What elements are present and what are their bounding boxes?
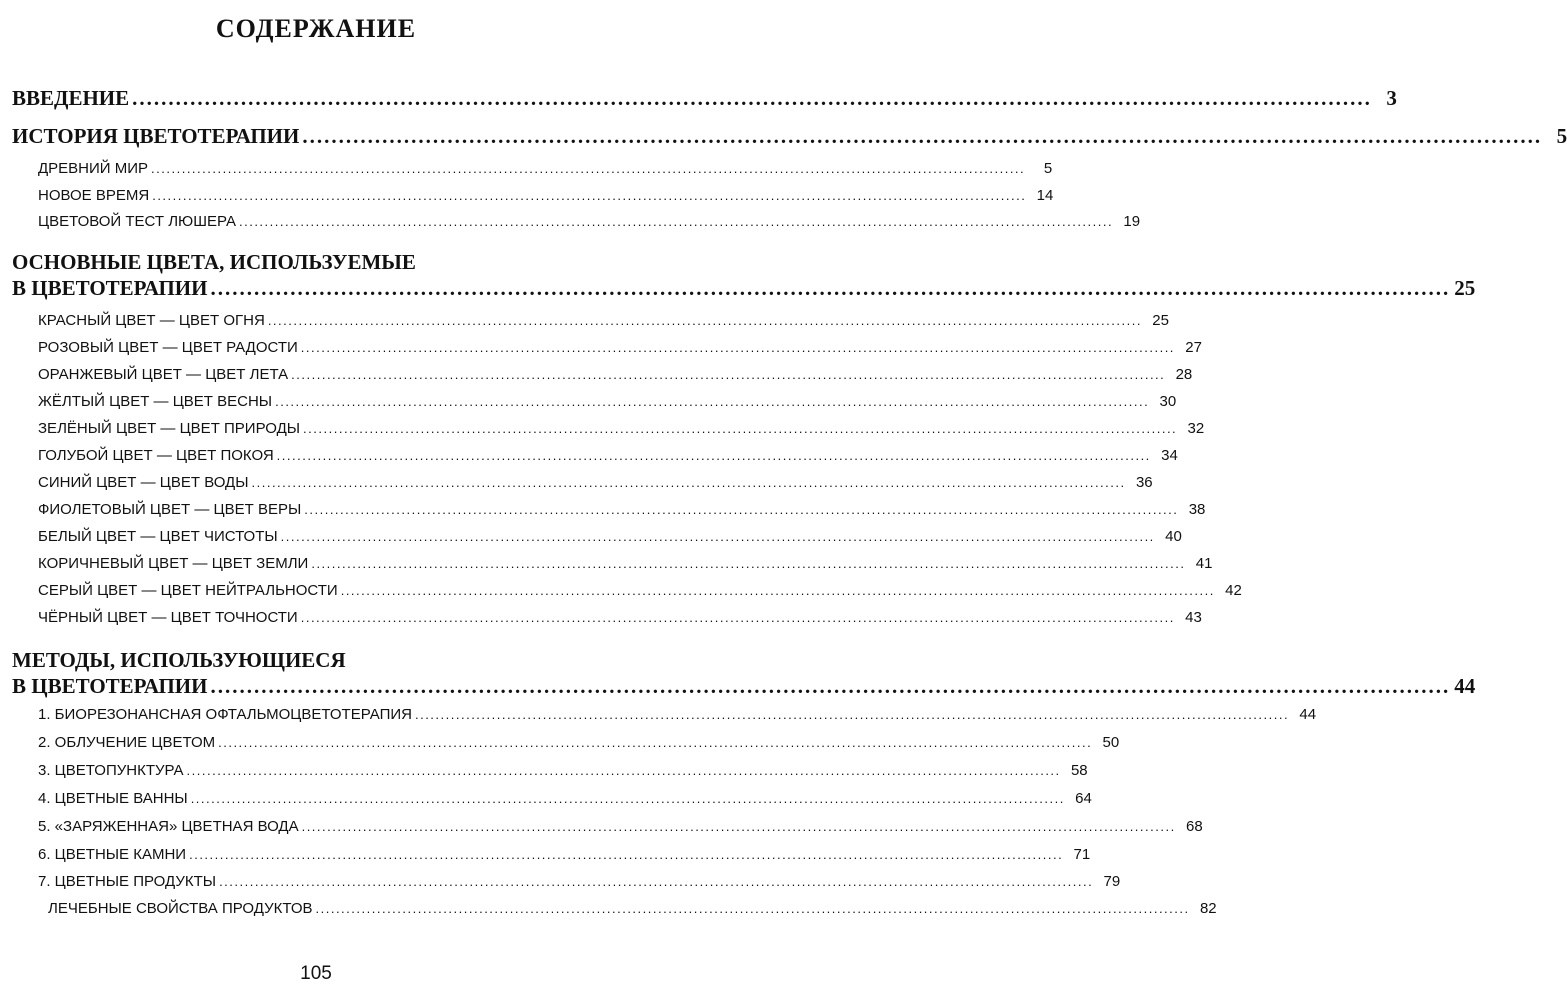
page-title: СОДЕРЖАНИЕ <box>215 14 417 43</box>
toc-subentry[interactable] <box>38 366 1193 383</box>
toc-entry-page: 43 <box>1185 609 1202 626</box>
toc-entry-label: 2. ОБЛУЧЕНИЕ ЦВЕТОМ <box>38 734 216 751</box>
toc-subentry[interactable] <box>48 900 1217 917</box>
dot-leader: ........................................................................................................................................................................... <box>303 421 1178 436</box>
toc-entry-history[interactable] <box>12 124 1567 149</box>
toc-subentry[interactable] <box>38 555 1213 572</box>
toc-entry-page: 58 <box>1070 762 1088 779</box>
dot-leader: ........................................................................................................................................................................... <box>280 529 1155 544</box>
toc-entry-page: 5 <box>1556 124 1567 148</box>
toc-subentry[interactable] <box>38 609 1202 626</box>
toc-subentry[interactable] <box>38 213 1141 230</box>
toc-subentry[interactable] <box>38 447 1178 464</box>
dot-leader: ........................................................................................................................................................................... <box>251 475 1126 490</box>
toc-entry-label: В ЦВЕТОТЕРАПИИ <box>12 276 208 300</box>
toc-subentry[interactable] <box>38 734 1120 751</box>
toc-subentry[interactable] <box>38 846 1091 863</box>
toc-entry-label: ЧЁРНЫЙ ЦВЕТ — ЦВЕТ ТОЧНОСТИ <box>38 609 298 626</box>
dot-leader: ........................................................................................................................................................................... <box>300 340 1175 355</box>
dot-leader: ........................................................................................................................................................................... <box>210 674 1451 698</box>
toc-entry-page: 34 <box>1161 447 1178 464</box>
toc-entry-intro[interactable] <box>12 86 1397 111</box>
toc-entry-label: РОЗОВЫЙ ЦВЕТ — ЦВЕТ РАДОСТИ <box>38 339 298 356</box>
toc-entry-label: НОВОЕ ВРЕМЯ <box>38 187 150 204</box>
toc-entry-page: 5 <box>1043 160 1053 177</box>
toc-entry-label: ЗЕЛЁНЫЙ ЦВЕТ — ЦВЕТ ПРИРОДЫ <box>38 420 301 437</box>
toc-entry-label: КОРИЧНЕВЫЙ ЦВЕТ — ЦВЕТ ЗЕМЛИ <box>38 555 309 572</box>
toc-entry-page: 82 <box>1199 900 1217 917</box>
toc-entry-label: ЦВЕТОВОЙ ТЕСТ ЛЮШЕРА <box>38 213 236 230</box>
toc-entry-page: 36 <box>1135 474 1153 491</box>
dot-leader: ........................................................................................................................................................................... <box>218 735 1093 750</box>
toc-entry-label: СИНИЙ ЦВЕТ — ЦВЕТ ВОДЫ <box>38 474 249 491</box>
toc-entry-page: 64 <box>1075 790 1092 807</box>
toc-entry-page: 3 <box>1386 86 1397 110</box>
dot-leader: ........................................................................................................................................................................... <box>189 847 1064 862</box>
dot-leader: ........................................................................................................................................................................... <box>311 556 1186 571</box>
dot-leader: ........................................................................................................................................................................... <box>190 791 1065 806</box>
dot-leader: ........................................................................................................................................................................... <box>300 610 1175 625</box>
toc-entry-label: ОРАНЖЕВЫЙ ЦВЕТ — ЦВЕТ ЛЕТА <box>38 366 289 383</box>
toc-entry-label: 1. БИОРЕЗОНАНСНАЯ ОФТАЛЬМОЦВЕТОТЕРАПИЯ <box>38 706 412 723</box>
toc-subentry[interactable] <box>38 420 1205 437</box>
dot-leader: ........................................................................................................................................................................... <box>151 161 1026 176</box>
toc-entry-label: СЕРЫЙ ЦВЕТ — ЦВЕТ НЕЙТРАЛЬНОСТИ <box>38 582 338 599</box>
toc-entry-label: 3. ЦВЕТОПУНКТУРА <box>38 762 184 779</box>
toc-entry-label: ФИОЛЕТОВЫЙ ЦВЕТ — ЦВЕТ ВЕРЫ <box>38 501 302 518</box>
toc-subentry[interactable] <box>38 339 1202 356</box>
toc-subentry[interactable] <box>38 160 1053 177</box>
dot-leader: ........................................................................................................................................................................... <box>301 819 1176 834</box>
toc-entry-label: 4. ЦВЕТНЫЕ ВАННЫ <box>38 790 188 807</box>
toc-subentry[interactable] <box>38 187 1054 204</box>
toc-entry-label: БЕЛЫЙ ЦВЕТ — ЦВЕТ ЧИСТОТЫ <box>38 528 278 545</box>
toc-subentry[interactable] <box>38 528 1182 545</box>
toc-heading-line: ОСНОВНЫЕ ЦВЕТА, ИСПОЛЬЗУЕМЫЕ <box>12 250 416 274</box>
dot-leader: ........................................................................................................................................................................... <box>315 901 1190 916</box>
toc-entry-label: 7. ЦВЕТНЫЕ ПРОДУКТЫ <box>38 873 217 890</box>
toc-entry-page: 42 <box>1225 582 1242 599</box>
dot-leader: ........................................................................................................................................................................... <box>276 448 1151 463</box>
toc-subentry[interactable] <box>38 706 1317 723</box>
dot-leader: ........................................................................................................................................................................... <box>186 763 1061 778</box>
dot-leader: ........................................................................................................................................................................... <box>238 214 1114 229</box>
toc-entry-page: 79 <box>1103 873 1121 890</box>
toc-entry-label: ДРЕВНИЙ МИР <box>38 160 149 177</box>
dot-leader: ........................................................................................................................................................................... <box>291 367 1166 382</box>
toc-subentry[interactable] <box>38 873 1121 890</box>
toc-entry-page: 25 <box>1152 312 1169 329</box>
dot-leader: ........................................................................................................................................................................... <box>219 874 1094 889</box>
toc-entry-page: 27 <box>1185 339 1202 356</box>
toc-entry-page: 25 <box>1454 276 1476 300</box>
toc-entry-page: 41 <box>1195 555 1213 572</box>
toc-entry-label: 5. «ЗАРЯЖЕННАЯ» ЦВЕТНАЯ ВОДА <box>38 818 299 835</box>
toc-entry-page: 38 <box>1188 501 1206 518</box>
toc-entry-label: ИСТОРИЯ ЦВЕТОТЕРАПИИ <box>12 124 300 148</box>
toc-entry-label: ЖЁЛТЫЙ ЦВЕТ — ЦВЕТ ВЕСНЫ <box>38 393 273 410</box>
dot-leader: ........................................................................................................................................................................... <box>414 707 1290 722</box>
dot-leader: ........................................................................................................................................................................... <box>210 276 1451 300</box>
toc-subentry[interactable] <box>38 790 1092 807</box>
toc-entry-page: 28 <box>1175 366 1193 383</box>
toc-subentry[interactable] <box>38 474 1153 491</box>
toc-entry-label: 6. ЦВЕТНЫЕ КАМНИ <box>38 846 187 863</box>
toc-entry-methods[interactable] <box>12 674 1476 699</box>
toc-entry-page: 68 <box>1186 818 1203 835</box>
toc-subentry[interactable] <box>38 818 1203 835</box>
toc-entry-page: 50 <box>1102 734 1120 751</box>
dot-leader: ........................................................................................................................................................................... <box>132 86 1372 110</box>
toc-entry-page: 14 <box>1036 187 1054 204</box>
dot-leader: ........................................................................................................................................................................... <box>340 583 1215 598</box>
toc-subentry[interactable] <box>38 312 1169 329</box>
toc-subentry[interactable] <box>38 393 1177 410</box>
toc-entry-label: КРАСНЫЙ ЦВЕТ — ЦВЕТ ОГНЯ <box>38 312 265 329</box>
dot-leader: ........................................................................................................................................................................... <box>302 124 1543 148</box>
dot-leader: ........................................................................................................................................................................... <box>275 394 1150 409</box>
toc-heading-line: МЕТОДЫ, ИСПОЛЬЗУЮЩИЕСЯ <box>12 648 346 672</box>
dot-leader: ........................................................................................................................................................................... <box>304 502 1179 517</box>
toc-entry-colors[interactable] <box>12 276 1476 301</box>
toc-entry-page: 44 <box>1299 706 1317 723</box>
toc-entry-page: 71 <box>1073 846 1091 863</box>
toc-entry-page: 44 <box>1454 674 1476 698</box>
toc-subentry[interactable] <box>38 501 1206 518</box>
toc-entry-label: ВВЕДЕНИЕ <box>12 86 130 110</box>
toc-subentry[interactable] <box>38 582 1242 599</box>
dot-leader: ........................................................................................................................................................................... <box>267 313 1142 328</box>
toc-entry-page: 40 <box>1165 528 1182 545</box>
toc-entry-label: В ЦВЕТОТЕРАПИИ <box>12 674 208 698</box>
toc-entry-page: 30 <box>1159 393 1177 410</box>
toc-entry-label: ЛЕЧЕБНЫЕ СВОЙСТВА ПРОДУКТОВ <box>48 900 313 917</box>
toc-entry-label: ГОЛУБОЙ ЦВЕТ — ЦВЕТ ПОКОЯ <box>38 447 274 464</box>
toc-entry-page: 32 <box>1187 420 1205 437</box>
toc-subentry[interactable] <box>38 762 1088 779</box>
page-number: 105 <box>300 963 332 984</box>
dot-leader: ........................................................................................................................................................................... <box>152 188 1027 203</box>
toc-entry-page: 19 <box>1123 213 1141 230</box>
